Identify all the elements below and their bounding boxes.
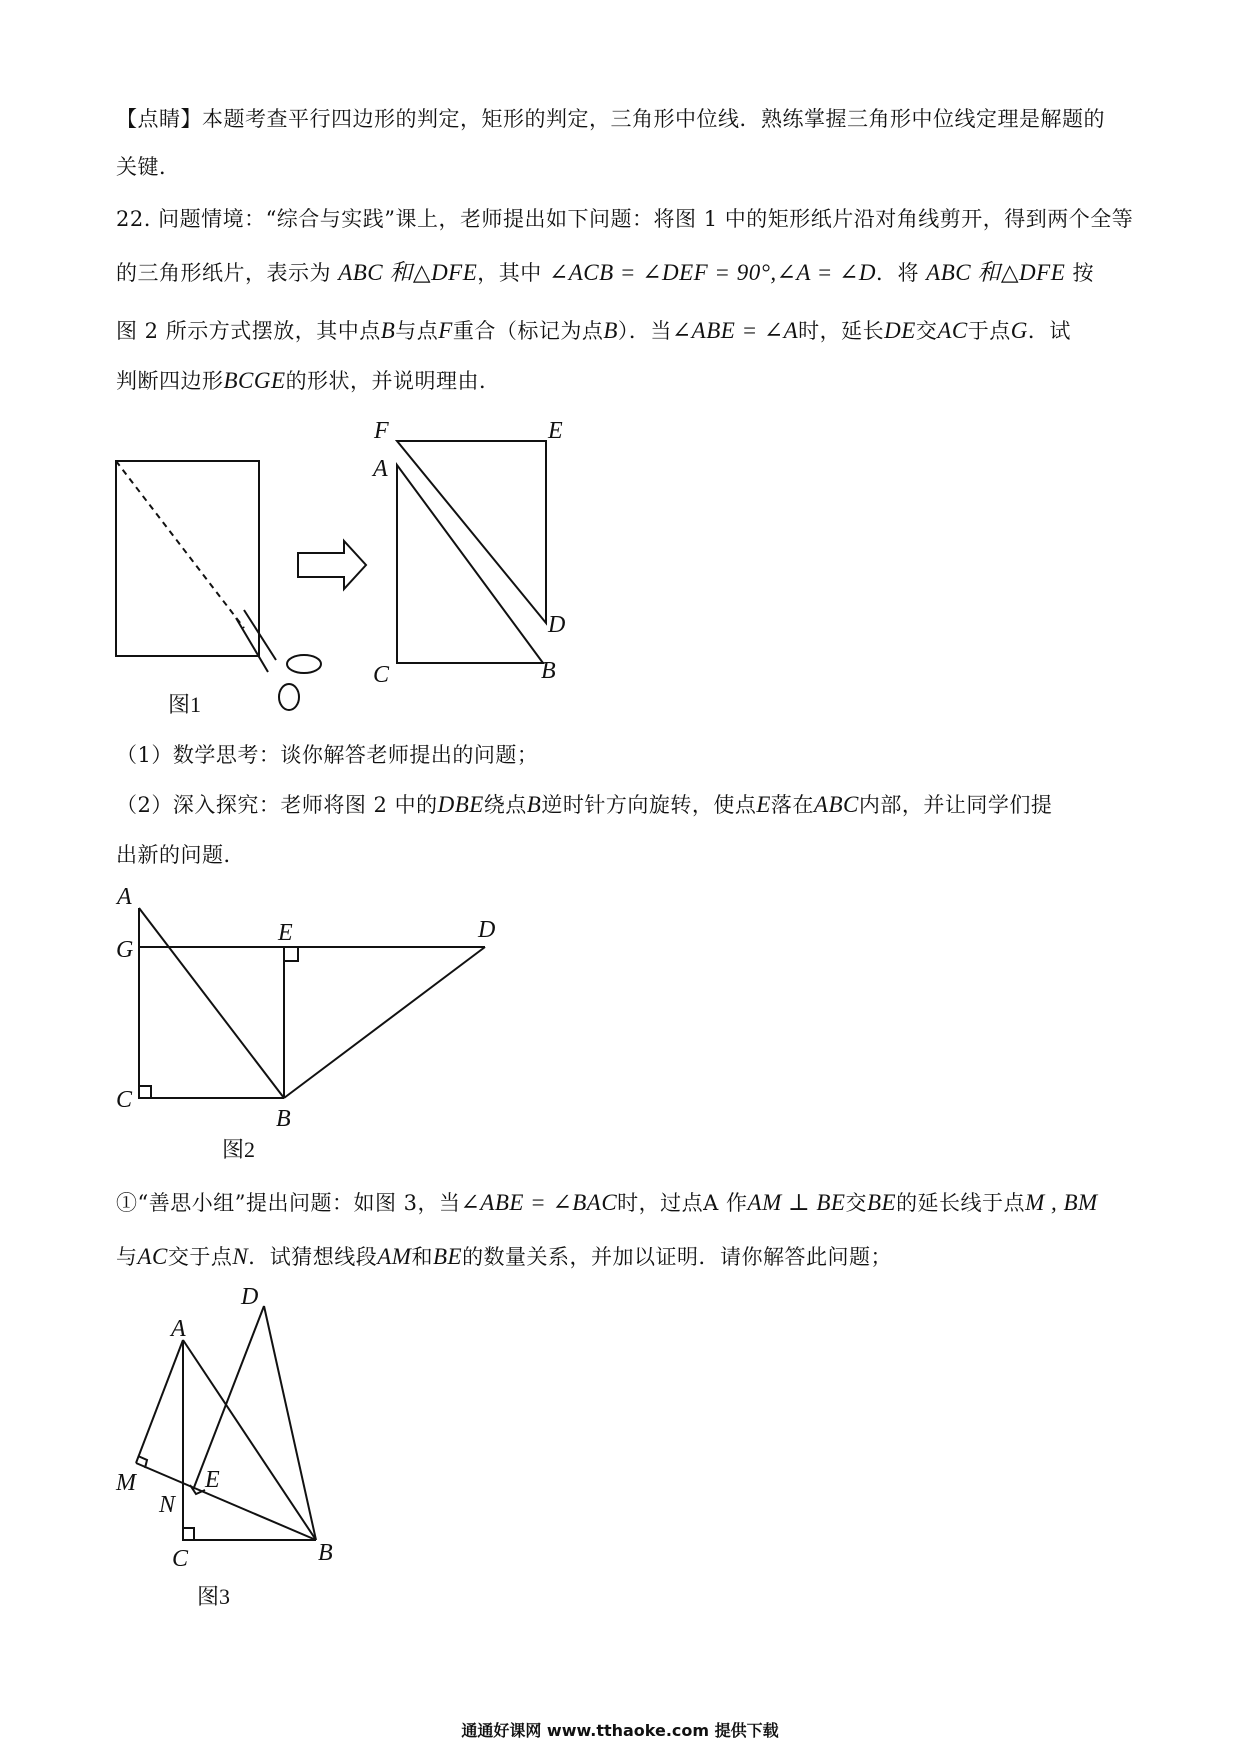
segment-am xyxy=(136,1340,183,1463)
segment-de xyxy=(193,1306,264,1490)
figure-label: E xyxy=(548,418,563,444)
figure-label: M xyxy=(116,1470,136,1496)
page-footer: 通通好课网 www.tthaoke.com 提供下载 xyxy=(461,1721,779,1740)
figure-label: 图1 xyxy=(168,692,202,717)
figure-label: N xyxy=(159,1492,176,1518)
segment-db xyxy=(264,1306,316,1540)
figure-label: 图3 xyxy=(197,1584,231,1609)
question-1: （1）数学思考：谈你解答老师提出的问题； xyxy=(116,743,539,767)
right-angle-mark-c xyxy=(183,1528,194,1540)
figure-label: E xyxy=(278,920,293,946)
problem-22-line: 判断四边形BCGE的形状，并说明理由． xyxy=(116,368,501,393)
figure-label: E xyxy=(205,1467,220,1493)
problem-22-line: 的三角形纸片，表示为 ABC 和△DFE，其中 ∠ACB = ∠DEF = 90°,∠A = ∠D．将 ABC 和△DFE 按 xyxy=(116,260,1094,285)
figure-label: D xyxy=(478,917,496,943)
figure-label: F xyxy=(374,418,389,444)
figure-label: C xyxy=(172,1546,189,1572)
text-line: 关键． xyxy=(116,155,181,179)
figure-label: B xyxy=(276,1106,291,1132)
figure-label: D xyxy=(548,612,566,638)
problem-22-line: 图 2 所示方式摆放，其中点B与点F重合（标记为点B）．当∠ABE = ∠A时，延长DE交AC于点G．试 xyxy=(116,318,1071,343)
figure-label: G xyxy=(116,937,134,963)
figure-label: A xyxy=(117,884,132,910)
figure-label: D xyxy=(241,1284,259,1310)
figure-label: C xyxy=(116,1087,133,1113)
segment-ab xyxy=(183,1340,316,1540)
sub-question-1: ①“善思小组”提出问题：如图 3，当∠ABE = ∠BAC时，过点A 作AM ⊥ BE交BE的延长线于点M , BM xyxy=(116,1190,1098,1215)
figure-label: B xyxy=(318,1540,333,1566)
question-2: （2）深入探究：老师将图 2 中的DBE绕点B逆时针方向旋转，使点E落在ABC内部，并让同学们提 xyxy=(116,792,1053,817)
figure-label: A xyxy=(171,1316,186,1342)
question-2: 出新的问题． xyxy=(116,843,245,867)
figure-label: C xyxy=(373,662,390,688)
problem-22-line: 22. 问题情境：“综合与实践”课上，老师提出如下问题：将图 1 中的矩形纸片沿对角线剪开，得到两个全等 xyxy=(116,207,1134,231)
text-line: 【点睛】本题考查平行四边形的判定，矩形的判定，三角形中位线．熟练掌握三角形中位线定理是解题的 xyxy=(116,107,1105,131)
figure-label: A xyxy=(373,456,388,482)
figure-label: B xyxy=(541,658,556,684)
figure-label: 图2 xyxy=(222,1137,256,1162)
sub-question-1: 与AC交于点N．试猜想线段AM和BE的数量关系，并加以证明．请你解答此问题； xyxy=(116,1244,893,1269)
